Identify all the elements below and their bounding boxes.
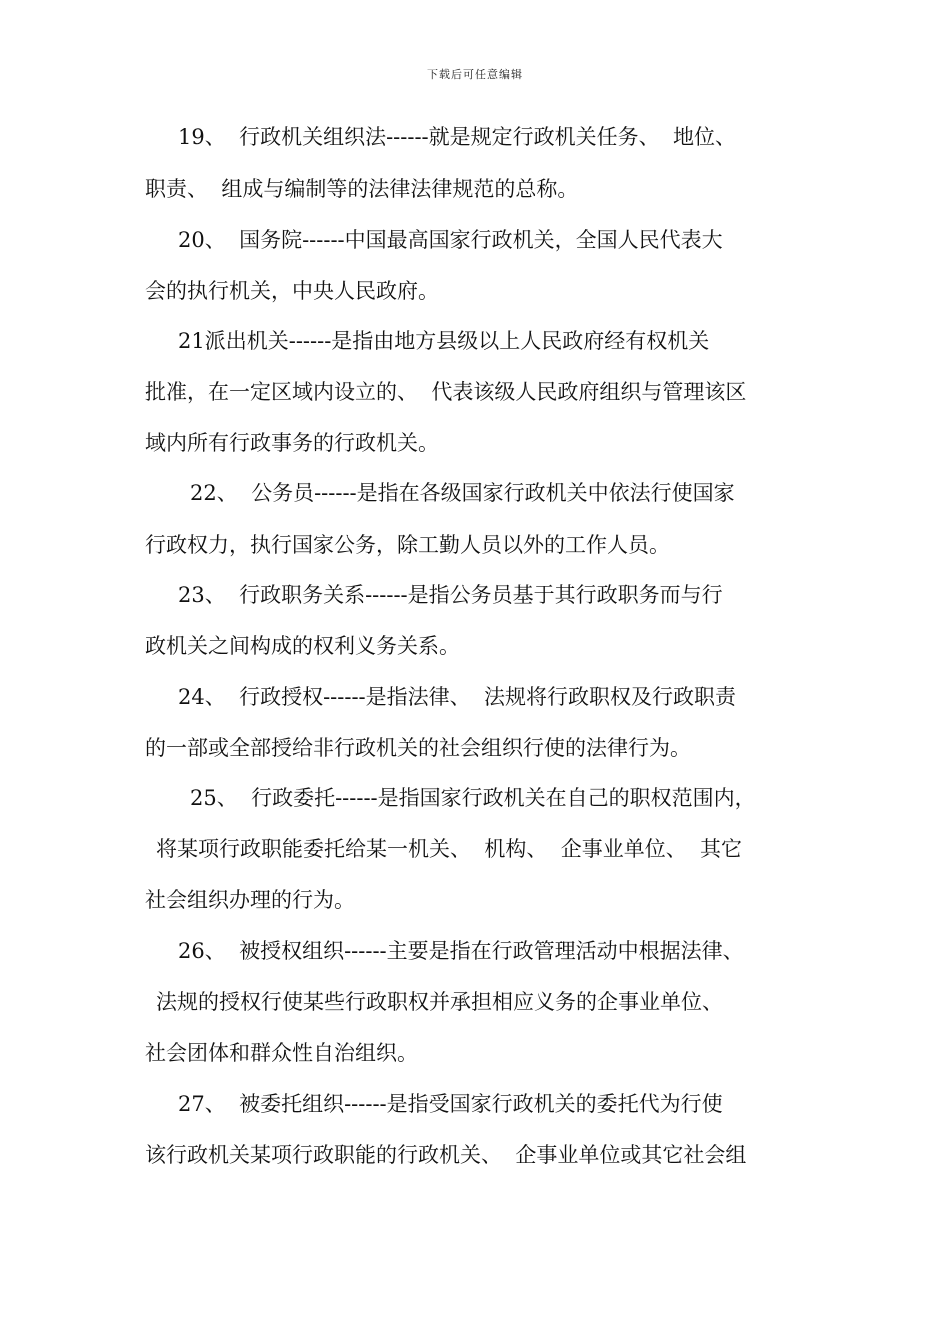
text-line: 23、 行政职务关系------是指公务员基于其行政职务而与行 — [178, 583, 723, 607]
text-line: 22、 公务员------是指在各级国家行政机关中依法行使国家 — [190, 481, 735, 505]
text-line: 19、 行政机关组织法------就是规定行政机关任务、 地位、 — [178, 125, 736, 149]
text-line: 该行政机关某项行政职能的行政机关、 企事业单位或其它社会组 — [145, 1143, 747, 1167]
text-line: 社会团体和群众性自治组织。 — [145, 1041, 418, 1065]
text-line: 政机关之间构成的权利义务关系。 — [145, 634, 460, 658]
text-line: 法规的授权行使某些行政职权并承担相应义务的企事业单位、 — [156, 990, 723, 1014]
text-line: 的一部或全部授给非行政机关的社会组织行使的法律行为。 — [145, 736, 691, 760]
text-line: 批准，在一定区域内设立的、 代表该级人民政府组织与管理该区 — [145, 380, 747, 404]
text-line: 26、 被授权组织------主要是指在行政管理活动中根据法律、 — [178, 939, 744, 963]
text-line: 25、 行政委托------是指国家行政机关在自己的职权范围内， — [190, 786, 756, 810]
text-line: 20、 国务院------中国最高国家行政机关，全国人民代表大 — [178, 228, 723, 252]
text-line: 行政权力，执行国家公务，除工勤人员以外的工作人员。 — [145, 533, 670, 557]
text-line: 将某项行政职能委托给某一机关、 机构、 企事业单位、 其它 — [156, 837, 743, 861]
text-line: 社会组织办理的行为。 — [145, 888, 355, 912]
text-line: 会的执行机关，中央人民政府。 — [145, 279, 439, 303]
text-line: 27、 被委托组织------是指受国家行政机关的委托代为行使 — [178, 1092, 723, 1116]
text-line: 21派出机关------是指由地方县级以上人民政府经有权机关 — [178, 329, 710, 353]
text-line: 24、 行政授权------是指法律、 法规将行政职权及行政职责 — [178, 685, 736, 709]
text-line: 域内所有行政事务的行政机关。 — [145, 431, 439, 455]
page-header: 下载后可任意编辑 — [427, 68, 523, 81]
text-line: 职责、 组成与编制等的法律法律规范的总称。 — [145, 177, 579, 201]
